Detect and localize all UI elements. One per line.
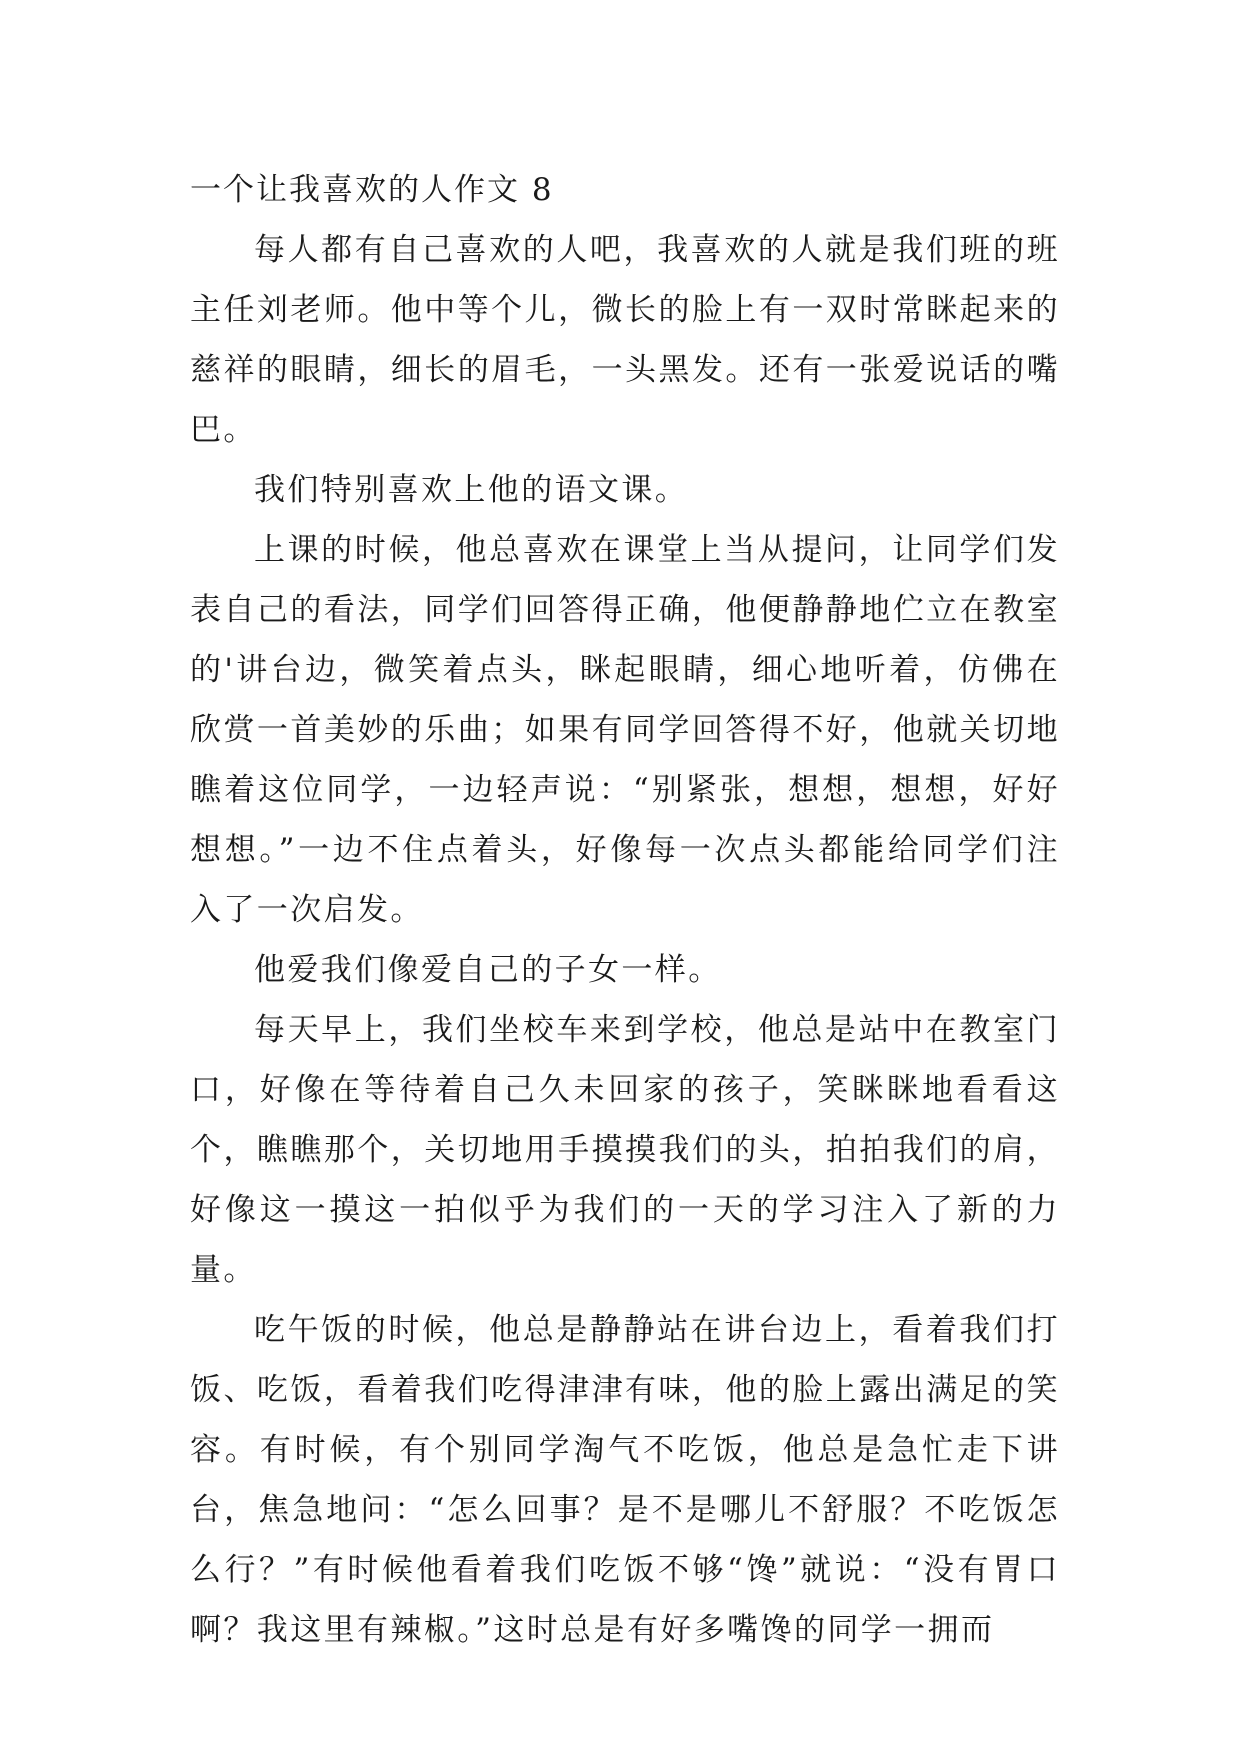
paragraph-6: 吃午饭的时候，他总是静静站在讲台边上，看着我们打饭、吃饭，看着我们吃得津津有味，他的脸上露出满足的笑容。有时候，有个别同学淘气不吃饭，他总是急忙走下讲台，焦急地问：“怎么回事？是不是哪儿不舒服？不吃饭怎么行？”有时候他看着我们吃饭不够“馋”就说：“没有胃口啊？我这里有辣椒。”这时总是有好多嘴馋的同学一拥而 <box>190 1312 1060 1648</box>
paragraph-3: 上课的时候，他总喜欢在课堂上当从提问，让同学们发表自己的看法，同学们回答得正确，他便静静地伫立在教室的'讲台边，微笑着点头，眯起眼睛，细心地听着，仿佛在欣赏一首美妙的乐曲；如果有同学回答得不好，他就关切地瞧着这位同学，一边轻声说：“别紧张，想想，想想，好好想想。”一边不住点着头，好像每一次点头都能给同学们注入了一次启发。 <box>190 532 1060 928</box>
paragraph-2: 我们特别喜欢上他的语文课。 <box>254 472 689 508</box>
paragraph-1: 每人都有自己喜欢的人吧，我喜欢的人就是我们班的班主任刘老师。他中等个儿，微长的脸上有一双时常眯起来的慈祥的眼睛，细长的眉毛，一头黑发。还有一张爱说话的嘴巴。 <box>190 232 1060 448</box>
document-title: 一个让我喜欢的人作文 8 <box>190 172 554 208</box>
paragraph-4: 他爱我们像爱自己的子女一样。 <box>254 952 722 988</box>
document-page <box>190 160 1060 1660</box>
paragraph-5: 每天早上，我们坐校车来到学校，他总是站中在教室门口，好像在等待着自己久未回家的孩子，笑眯眯地看看这个，瞧瞧那个，关切地用手摸摸我们的头，拍拍我们的肩，好像这一摸这一拍似乎为我们的一天的学习注入了新的力量。 <box>190 1012 1060 1288</box>
